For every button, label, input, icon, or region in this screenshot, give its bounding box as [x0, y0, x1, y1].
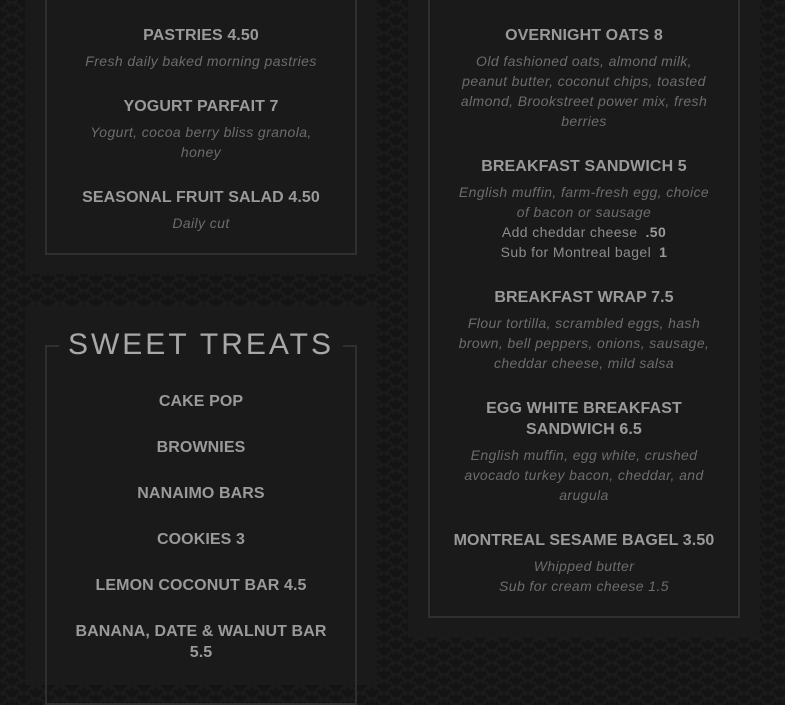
menu-item-banana-date-walnut-bar — [25, 621, 377, 663]
item-description — [408, 556, 760, 596]
breakfast-hot-card — [408, 0, 760, 638]
item-description — [408, 182, 760, 222]
addon-label: Sub for Montreal bagel — [500, 244, 652, 260]
item-description: Fresh daily baked morning pastries — [85, 53, 317, 69]
menu-item-nanaimo-bars — [25, 483, 377, 504]
desc-line: Sub for cream cheese 1.5 — [499, 578, 669, 594]
item-description: Daily cut — [172, 215, 230, 231]
item-name: BREAKFAST WRAP 7.5 — [494, 289, 674, 306]
item-name: SEASONAL FRUIT SALAD 4.50 — [82, 189, 320, 206]
item-description — [408, 445, 760, 505]
desc-line: brown, bell peppers, onions, sausage, — [458, 335, 710, 351]
menu-item-cookies — [25, 529, 377, 550]
desc-line: of bacon or sausage — [516, 204, 652, 220]
item-name-line: EGG WHITE BREAKFAST — [486, 400, 682, 417]
menu-item-lemon-coconut-bar — [25, 575, 377, 596]
sweet-treats-list — [25, 0, 377, 665]
desc-line: English muffin, farm-fresh egg, choice — [458, 184, 710, 200]
desc-line: Flour tortilla, scrambled eggs, hash — [467, 315, 701, 331]
desc-line: Whipped butter — [533, 558, 635, 574]
desc-line: Old fashioned oats, almond milk, — [476, 53, 692, 69]
item-name-line: 5.5 — [189, 644, 213, 661]
item-description — [408, 313, 760, 373]
item-name-line: BANANA, DATE & WALNUT BAR — [75, 623, 327, 640]
item-name: OVERNIGHT OATS 8 — [505, 27, 663, 44]
menu-item-overnight-oats — [408, 25, 760, 131]
item-name: LEMON COCONUT BAR 4.5 — [95, 577, 307, 594]
desc-line: berries — [561, 113, 607, 129]
desc-line: almond, Brookstreet power mix, fresh — [460, 93, 708, 109]
desc-line: avocado turkey bacon, cheddar, and — [464, 467, 704, 483]
desc-line: Yogurt, cocoa berry bliss granola, — [90, 124, 312, 140]
addon-price: 1 — [659, 244, 668, 260]
addon-montreal-bagel — [408, 242, 760, 262]
desc-line: cheddar cheese, mild salsa — [493, 355, 675, 371]
menu-item-brownies — [25, 437, 377, 458]
item-name: YOGURT PARFAIT 7 — [123, 98, 279, 115]
menu-item-egg-white-sandwich — [408, 398, 760, 505]
desc-line: honey — [180, 144, 222, 160]
desc-line: arugula — [559, 487, 609, 503]
addon-cheddar — [408, 222, 760, 242]
menu-item-montreal-bagel — [408, 530, 760, 596]
item-name: PASTRIES 4.50 — [143, 27, 259, 44]
item-name-line: SANDWICH 6.5 — [526, 421, 642, 438]
menu-item-breakfast-wrap — [408, 287, 760, 373]
desc-line: English muffin, egg white, crushed — [470, 447, 698, 463]
item-name: BROWNIES — [156, 439, 246, 456]
item-name: NANAIMO BARS — [137, 485, 265, 502]
item-name: COOKIES 3 — [156, 531, 246, 548]
section-title: SWEET TREATS — [59, 325, 343, 365]
item-name: MONTREAL SESAME BAGEL 3.50 — [453, 532, 715, 549]
menu-item-breakfast-sandwich — [408, 156, 760, 262]
item-name: CAKE POP — [158, 393, 244, 410]
item-name: BREAKFAST SANDWICH 5 — [481, 158, 687, 175]
item-description — [408, 51, 760, 131]
addon-label: Add cheddar cheese — [501, 224, 638, 240]
desc-line: peanut butter, coconut chips, toasted — [462, 73, 706, 89]
menu-item-cake-pop — [25, 391, 377, 412]
addon-price: .50 — [645, 224, 667, 240]
